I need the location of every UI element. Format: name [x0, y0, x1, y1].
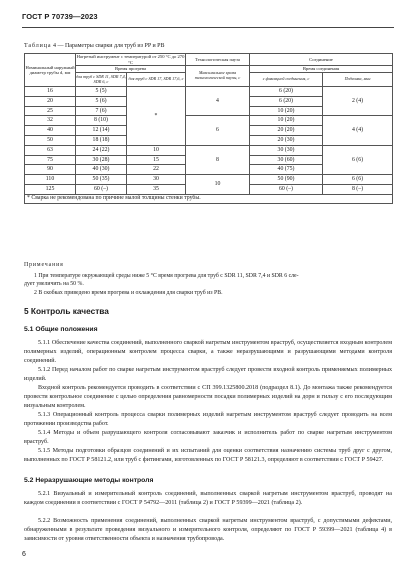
cell-fixed-time: 60 (–)	[250, 184, 323, 194]
table-caption-prefix: Таблица	[24, 43, 52, 49]
cell-fixed-time: 10 (20)	[250, 116, 323, 126]
cell-adjust: 2 (4)	[323, 87, 393, 116]
cell-diameter: 50	[25, 135, 76, 145]
paragraph-5-1-3: 5.1.3 Операционный контроль процесса сварки полимерных изделий нагретым инструментом враструб следует проводить на всем протяжении производства работ.	[24, 412, 392, 427]
cell-adjust: 4 (4)	[323, 116, 393, 145]
note-1-line-1: 1 При температуре окружающей среды ниже 5 °С время прогрева для труб с SDR 11, SDR 7,4 и SDR 6 сле-	[34, 273, 299, 279]
cell-fixed-time: 40 (75)	[250, 165, 323, 175]
table-row	[25, 116, 393, 126]
table-row	[25, 87, 393, 97]
cell-diameter: 40	[25, 126, 76, 136]
cell-fixed-time: 30 (30)	[250, 145, 323, 155]
cell-diameter: 25	[25, 106, 76, 116]
cell-heat-sdr17-not-recommended: *	[127, 87, 186, 146]
cell-diameter: 16	[25, 87, 76, 97]
notes-heading: Примечания	[24, 262, 64, 268]
cell-fixed-time: 6 (20)	[250, 96, 323, 106]
col-header-heating-time: Время прогрева	[76, 66, 186, 73]
cell-diameter: 20	[25, 96, 76, 106]
cell-diameter: 90	[25, 165, 76, 175]
paragraph-5-1-2-cont: Входной контроль рекомендуется проводить в соответствии с СП 399.1325800.2018 (подраздел 8.1). До монтажа также рекомендуется провести контрольное соединение с целью определения равномерности посадки полимерных изделий на дорн и гильзу с его последующим визуальным контролем.	[24, 385, 392, 409]
cell-adjust: 6 (6)	[323, 145, 393, 174]
cell-pause: 4	[186, 87, 250, 116]
cell-pause: 6	[186, 116, 250, 145]
subsection-title: 5.1 Общие положения	[24, 326, 98, 333]
paragraph-5-2-2: 5.2.2 Возможность применения соединений, выполненных сваркой нагретым инструментом враструб, с допустимыми дефектами, обнаруженными в результате проведения визуального и измерительного контроля, определяют по ГОСТ Р 59399—2021 (таблица 4) в зависимости от уровня ответственности объекта и назначения трубопровода.	[24, 518, 392, 542]
cell-heat-sdr11: 50 (35)	[76, 175, 127, 185]
cell-pause: 8	[186, 145, 250, 174]
cell-heat-sdr17: 35	[127, 184, 186, 194]
col-header-heat-sdr11: для труб с SDR 11, SDR 7,4, SDR 6, с	[76, 73, 127, 87]
cell-fixed-time: 10 (20)	[250, 106, 323, 116]
col-header-fixed-time: с фиксацией соединения, с	[250, 73, 323, 87]
col-header-diameter: Номинальный наружный диаметр трубы d, мм	[25, 54, 76, 87]
col-header-heated-tool: Нагретый инструмент с температурой от 250 °С до 270 °С	[76, 54, 185, 65]
cell-heat-sdr11: 18 (18)	[76, 135, 127, 145]
col-header-adjust: Подгонка, мин	[323, 73, 393, 87]
cell-heat-sdr11: 12 (14)	[76, 126, 127, 136]
document-header: ГОСТ Р 70739—2023	[22, 12, 98, 21]
cell-fixed-time: 20 (30)	[250, 135, 323, 145]
cell-heat-sdr11: 60 (–)	[76, 184, 127, 194]
col-header-tech-pause: Технологическая пауза	[186, 54, 250, 66]
cell-fixed-time: 50 (90)	[250, 175, 323, 185]
note-1-line-2: дует увеличить на 50 %.	[24, 281, 84, 287]
cell-heat-sdr11: 30 (28)	[76, 155, 127, 165]
col-header-heat-sdr17: для труб с SDR 17, SDR 17,6, с	[127, 73, 186, 87]
cell-diameter: 110	[25, 175, 76, 185]
table-caption-text: 4 — Параметры сварки для труб из PP и PB	[52, 43, 165, 49]
cell-heat-sdr17: 22	[127, 165, 186, 175]
cell-heat-sdr17: 15	[127, 155, 186, 165]
paragraph-5-2-1: 5.2.1 Визуальный и измерительный контроль соединений, выполненных сваркой нагретым инструментом враструб, проводят на каждом соединении в соответствии с ГОСТ Р 54792—2011 (таблица 2) и ГОСТ Р 59399—2021 (таблица 2).	[24, 491, 392, 506]
welding-parameters-table	[24, 53, 393, 204]
cell-pause: 10	[186, 175, 250, 195]
header-rule	[22, 27, 394, 28]
table-footnote: * Сварка не рекомендована по причине малой толщины стенки трубы.	[25, 194, 393, 203]
cell-fixed-time: 6 (20)	[250, 87, 323, 97]
cell-heat-sdr11: 8 (10)	[76, 116, 127, 126]
table-row	[25, 145, 393, 155]
subsection-title: 5.2 Неразрушающие методы контроля	[24, 477, 154, 484]
cell-heat-sdr11: 40 (30)	[76, 165, 127, 175]
note-2: 2 В скобках приведено время прогрева и охлаждения для сварки труб из PB.	[34, 290, 223, 296]
cell-adjust: 8 (–)	[323, 184, 393, 194]
paragraph-5-1-1: 5.1.1 Обеспечение качества соединений, выполненного сваркой нагретым инструментом враструб, осуществляется входным контролем полимерных изделий, операционным контролем процесса сварки, а также неразрушающими и разрушающими методами контроля соединений.	[24, 340, 392, 364]
cell-heat-sdr11: 5 (6)	[76, 96, 127, 106]
cell-heat-sdr11: 24 (22)	[76, 145, 127, 155]
col-header-joining-time: Время соединения	[250, 66, 393, 73]
section-title: 5 Контроль качества	[24, 306, 109, 316]
cell-heat-sdr11: 7 (6)	[76, 106, 127, 116]
table-row	[25, 175, 393, 185]
cell-heat-sdr17: 10	[127, 145, 186, 155]
cell-heat-sdr11: 5 (5)	[76, 87, 127, 97]
paragraph-5-1-5: 5.1.5 Методы подготовки образцов соединений и их испытаний для оценки соответствия назначению системы труб друг с другом, выполненных по ГОСТ Р 58121.2, или труб с фитингами, изготовленных по ГОСТ Р 58121.3, определяют в соответствии с ГОСТ Р 59427.	[24, 448, 392, 463]
page-number: 6	[22, 551, 26, 558]
cell-diameter: 125	[25, 184, 76, 194]
col-header-joining: Соединение	[250, 54, 393, 66]
cell-fixed-time: 30 (60)	[250, 155, 323, 165]
col-header-max-pause: Максимальное время технологической паузы, с	[186, 66, 250, 87]
cell-adjust: 6 (6)	[323, 175, 393, 185]
cell-diameter: 32	[25, 116, 76, 126]
paragraph-5-1-2: 5.1.2 Перед началом работ по сварке нагретым инструментом враструб следует провести входной контроль применяемых полимерных изделий.	[24, 367, 392, 382]
cell-fixed-time: 20 (20)	[250, 126, 323, 136]
cell-heat-sdr17: 30	[127, 175, 186, 185]
paragraph-5-1-4: 5.1.4 Методы и объем разрушающего контроля согласовывают заказчик и исполнитель работ по сварке нагретым инструментом враструб.	[24, 430, 392, 445]
cell-diameter: 75	[25, 155, 76, 165]
table-caption	[24, 43, 165, 49]
cell-diameter: 63	[25, 145, 76, 155]
